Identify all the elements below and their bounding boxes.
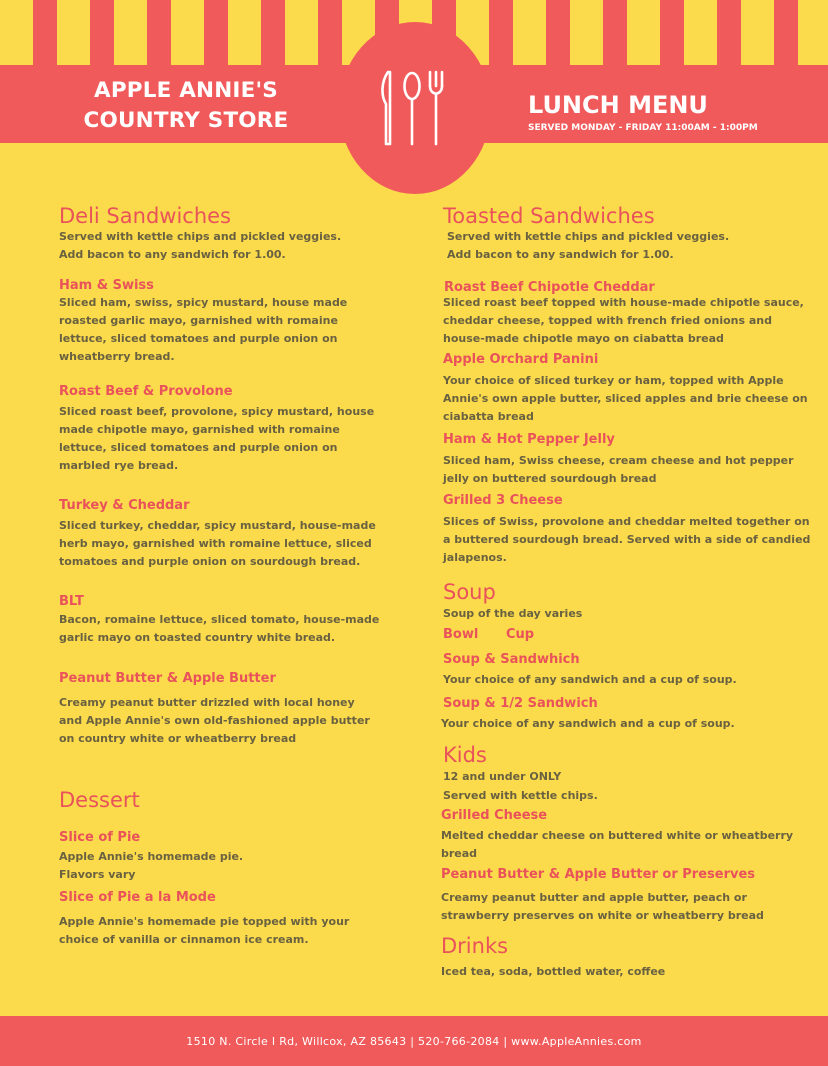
soup-size-cup: Cup [506, 627, 535, 642]
footer-contact: 1510 N. Circle I Rd, Willcox, AZ 85643 | 520-766-2084 | www.AppleAnnies.com [186, 1035, 642, 1048]
item-kids-grilled-cheese-desc: Melted cheddar cheese on buttered white or wheatberry bread [441, 829, 794, 860]
item-grilled-3-cheese-desc: Slices of Swiss, provolone and cheddar melted together on a buttered sourdough bread. Served with a side of candied jalapenos. [443, 515, 811, 564]
menu-title: LUNCH MENU [528, 91, 708, 119]
item-pie-a-la-mode: Slice of Pie a la Mode [59, 890, 216, 905]
section-title-deli: Deli Sandwiches [59, 204, 231, 228]
deli-desc-1: Served with kettle chips and pickled veggies. [59, 230, 342, 243]
store-name-line2: COUNTRY STORE [83, 108, 289, 133]
store-name [60, 76, 312, 136]
item-roast-beef-provolone-desc: Sliced roast beef, provolone, spicy mustard, house made chipotle mayo, garnished with romaine lettuce, sliced tomatoes and purple onion on marbled rye bread. [59, 405, 375, 472]
item-kids-grilled-cheese: Grilled Cheese [441, 808, 548, 823]
item-slice-of-pie-desc-1: Apple Annie's homemade pie. [59, 850, 244, 863]
drinks-desc: Iced tea, soda, bottled water, coffee [441, 965, 666, 978]
section-title-kids: Kids [443, 743, 487, 767]
toasted-desc-2: Add bacon to any sandwich for 1.00. [447, 248, 674, 261]
section-title-soup: Soup [443, 580, 496, 604]
item-kids-pb-apple-butter: Peanut Butter & Apple Butter or Preserves [441, 867, 756, 882]
item-ham-swiss: Ham & Swiss [59, 278, 154, 293]
item-peanut-butter-apple-butter: Peanut Butter & Apple Butter [59, 671, 276, 686]
item-kids-pb-apple-butter-desc: Creamy peanut butter and apple butter, peach or strawberry preserves on white or wheatberry bread [441, 891, 764, 922]
item-slice-of-pie-desc-2: Flavors vary [59, 868, 136, 881]
section-title-drinks: Drinks [441, 934, 509, 958]
item-ham-swiss-desc: Sliced ham, swiss, spicy mustard, house made roasted garlic mayo, garnished with romaine lettuce, sliced tomatoes and purple onion on wheatberry bread. [59, 296, 348, 363]
item-blt-desc: Bacon, romaine lettuce, sliced tomato, house-made garlic mayo on toasted country white bread. [59, 613, 380, 644]
item-grilled-3-cheese: Grilled 3 Cheese [443, 493, 563, 508]
section-title-toasted: Toasted Sandwiches [443, 204, 655, 228]
item-roast-beef-chipotle-cheddar: Roast Beef Chipotle Cheddar [444, 280, 655, 295]
item-roast-beef-chipotle-cheddar-desc: Sliced roast beef topped with house-made chipotle sauce, cheddar cheese, topped with french fried onions and house-made chipotle mayo on ciabatta bread [443, 296, 804, 345]
section-title-dessert: Dessert [59, 788, 140, 812]
item-soup-half-sandwich: Soup & 1/2 Sandwich [443, 696, 598, 711]
item-soup-half-sandwich-desc: Your choice of any sandwich and a cup of soup. [441, 717, 735, 730]
item-soup-sandwich-desc: Your choice of any sandwich and a cup of soup. [443, 673, 737, 686]
soup-desc: Soup of the day varies [443, 607, 583, 620]
item-slice-of-pie: Slice of Pie [59, 830, 141, 845]
item-ham-hot-pepper-jelly-desc: Sliced ham, Swiss cheese, cream cheese and hot pepper jelly on buttered sourdough bread [443, 454, 794, 485]
fork-spoon-knife-icon [378, 68, 450, 148]
item-turkey-cheddar: Turkey & Cheddar [59, 498, 190, 513]
kids-desc-2: Served with kettle chips. [443, 789, 598, 802]
item-pie-a-la-mode-desc: Apple Annie's homemade pie topped with your choice of vanilla or cinnamon ice cream. [59, 915, 350, 946]
item-blt: BLT [59, 594, 84, 609]
toasted-desc-1: Served with kettle chips and pickled veggies. [447, 230, 730, 243]
item-soup-sandwich: Soup & Sandwhich [443, 652, 580, 667]
deli-desc-2: Add bacon to any sandwich for 1.00. [59, 248, 286, 261]
store-name-line1: APPLE ANNIE'S [93, 78, 278, 103]
item-peanut-butter-apple-butter-desc: Creamy peanut butter drizzled with local honey and Apple Annie's own old-fashioned apple butter on country white or wheatberry bread [59, 696, 370, 745]
item-ham-hot-pepper-jelly: Ham & Hot Pepper Jelly [443, 432, 615, 447]
item-roast-beef-provolone: Roast Beef & Provolone [59, 384, 233, 399]
menu-hours: SERVED MONDAY - FRIDAY 11:00AM - 1:00PM [528, 123, 758, 133]
item-apple-orchard-panini: Apple Orchard Panini [443, 352, 599, 367]
soup-size-bowl: Bowl [443, 627, 479, 642]
item-apple-orchard-panini-desc: Your choice of sliced turkey or ham, topped with Apple Annie's own apple butter, sliced apples and brie cheese on ciabatta bread [443, 374, 808, 423]
kids-desc-1: 12 and under ONLY [443, 770, 562, 783]
item-turkey-cheddar-desc: Sliced turkey, cheddar, spicy mustard, house-made herb mayo, garnished with romaine lettuce, sliced tomatoes and purple onion on sourdough bread. [59, 519, 376, 568]
